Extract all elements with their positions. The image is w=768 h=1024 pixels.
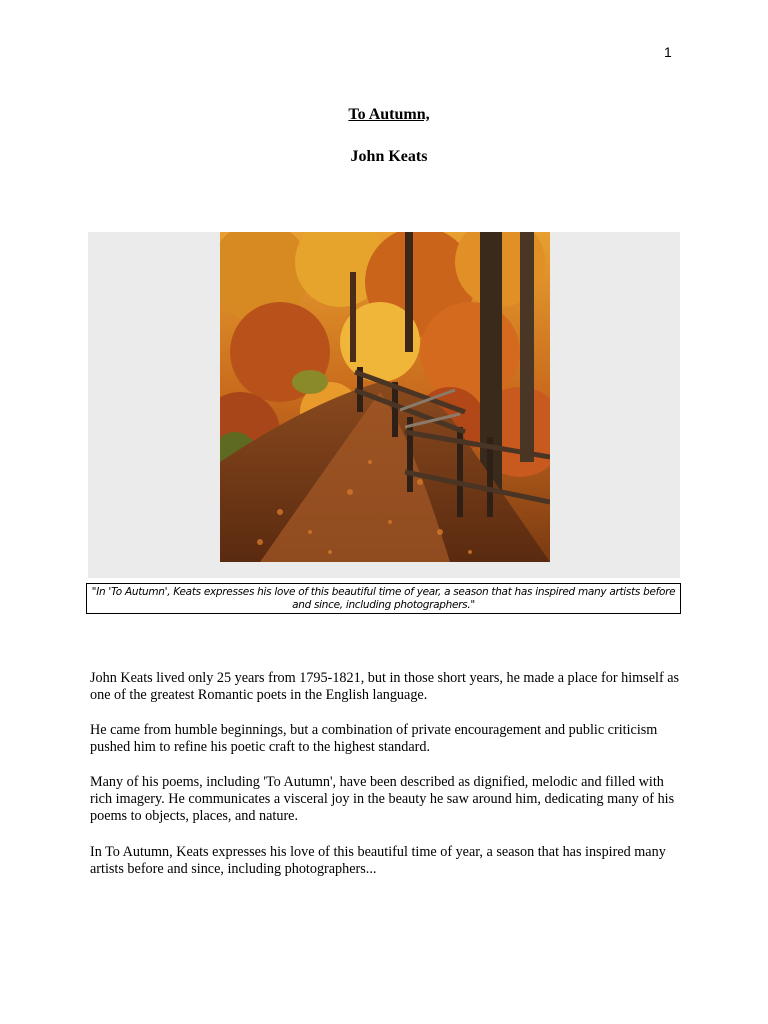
page-number: 1 (664, 44, 672, 60)
paragraph-3: Many of his poems, including 'To Autumn', have been described as dignified, melodic and filled with rich imagery. He communicates a visceral joy in the beauty he saw around him, dedicating many of his poems to objects, places, and nature. (90, 774, 675, 824)
paragraph-2: He came from humble beginnings, but a combination of private encouragement and public criticism pushed him to refine his poetic craft to the highest standard. (90, 722, 658, 755)
document-title: To Autumn, (348, 106, 430, 123)
photo-caption: "In 'To Autumn', Keats expresses his love of this beautiful time of year, a season that has inspired many artists before and since, including photographers." (86, 583, 681, 614)
autumn-forest-photo (220, 232, 550, 562)
paragraph-4: In To Autumn, Keats expresses his love of this beautiful time of year, a season that has inspired many artists before and since, including photographers... (90, 844, 666, 877)
paragraph-1: John Keats lived only 25 years from 1795-1821, but in those short years, he made a place for himself as one of the greatest Romantic poets in the English language. (90, 670, 680, 703)
author-name: John Keats (350, 148, 428, 165)
